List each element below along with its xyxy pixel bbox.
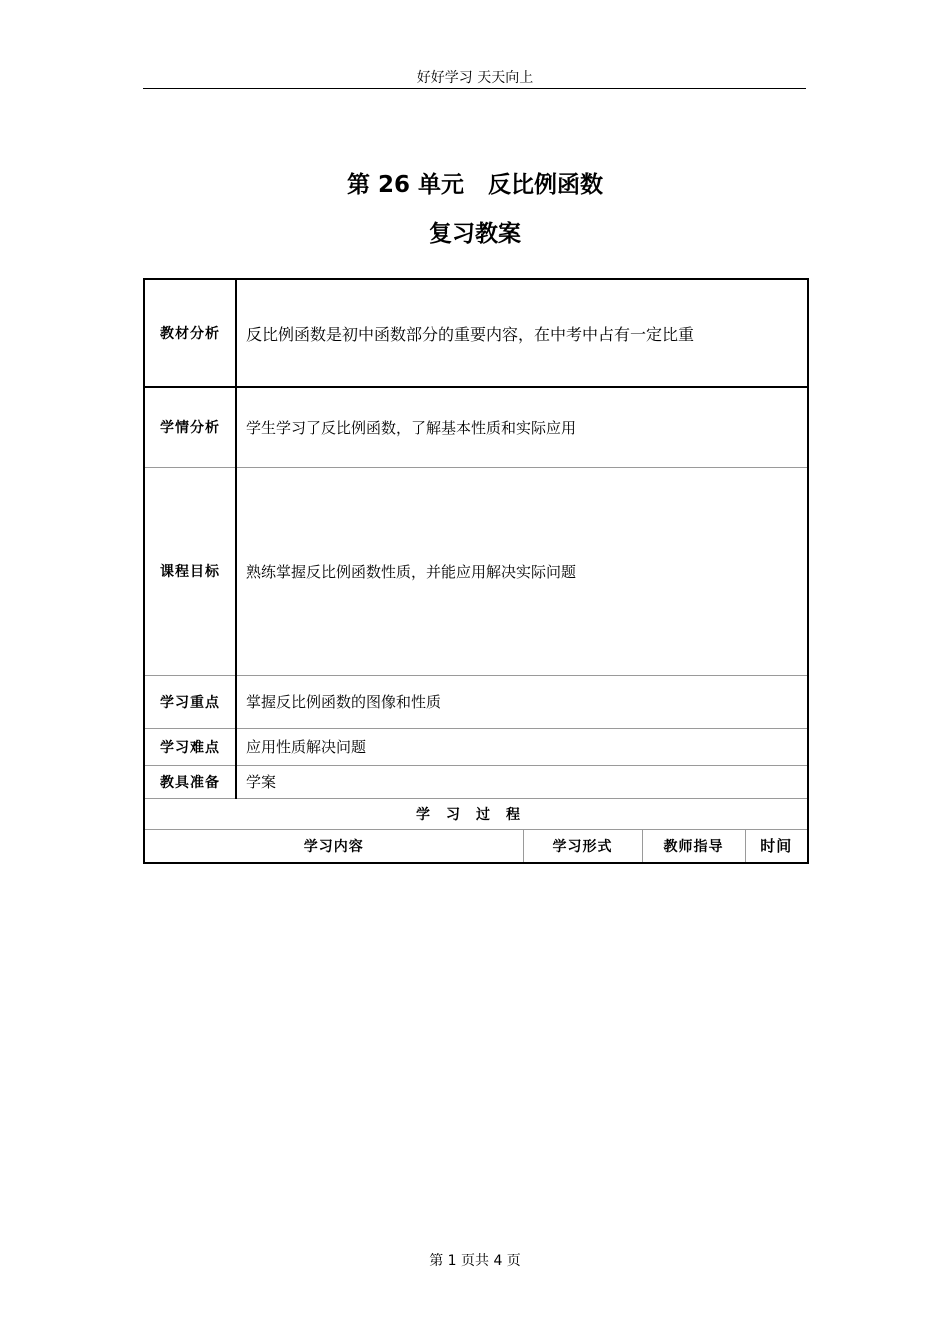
row-value: 反比例函数是初中函数部分的重要内容，在中考中占有一定比重 — [236, 279, 808, 387]
table-row — [144, 467, 808, 675]
page-header: 好好学习 天天向上 — [416, 70, 534, 86]
row-value: 应用性质解决问题 — [236, 728, 808, 765]
table-row — [144, 279, 808, 387]
row-label: 教材分析 — [144, 279, 236, 387]
document-title — [0, 166, 950, 199]
row-value: 掌握反比例函数的图像和性质 — [236, 675, 808, 728]
table-row — [144, 765, 808, 798]
row-label: 学情分析 — [144, 387, 236, 467]
column-header-guidance: 教师指导 — [642, 829, 745, 863]
row-label: 教具准备 — [144, 765, 236, 798]
lesson-plan-table — [143, 278, 809, 864]
row-label: 学习重点 — [144, 675, 236, 728]
row-label: 学习难点 — [144, 728, 236, 765]
table-row — [144, 728, 808, 765]
row-value: 熟练掌握反比例函数性质，并能应用解决实际问题 — [236, 467, 808, 675]
column-header-content: 学习内容 — [144, 829, 523, 863]
row-value: 学案 — [236, 765, 808, 798]
table-row — [144, 387, 808, 467]
column-header-time: 时间 — [745, 829, 808, 863]
column-header-form: 学习形式 — [523, 829, 642, 863]
row-value: 学生学习了反比例函数，了解基本性质和实际应用 — [236, 387, 808, 467]
row-label: 课程目标 — [144, 467, 236, 675]
document-subtitle: 复习教案 — [429, 221, 521, 247]
process-heading-row — [144, 798, 808, 829]
table-row — [144, 675, 808, 728]
unit-label: 第 26 单元 — [346, 172, 465, 198]
page-footer: 第 1 页共 4 页 — [429, 1253, 521, 1269]
topic-label: 反比例函数 — [488, 172, 604, 198]
header-rule — [143, 88, 806, 89]
process-columns-row — [144, 829, 808, 863]
process-heading: 学习过程 — [144, 798, 808, 829]
